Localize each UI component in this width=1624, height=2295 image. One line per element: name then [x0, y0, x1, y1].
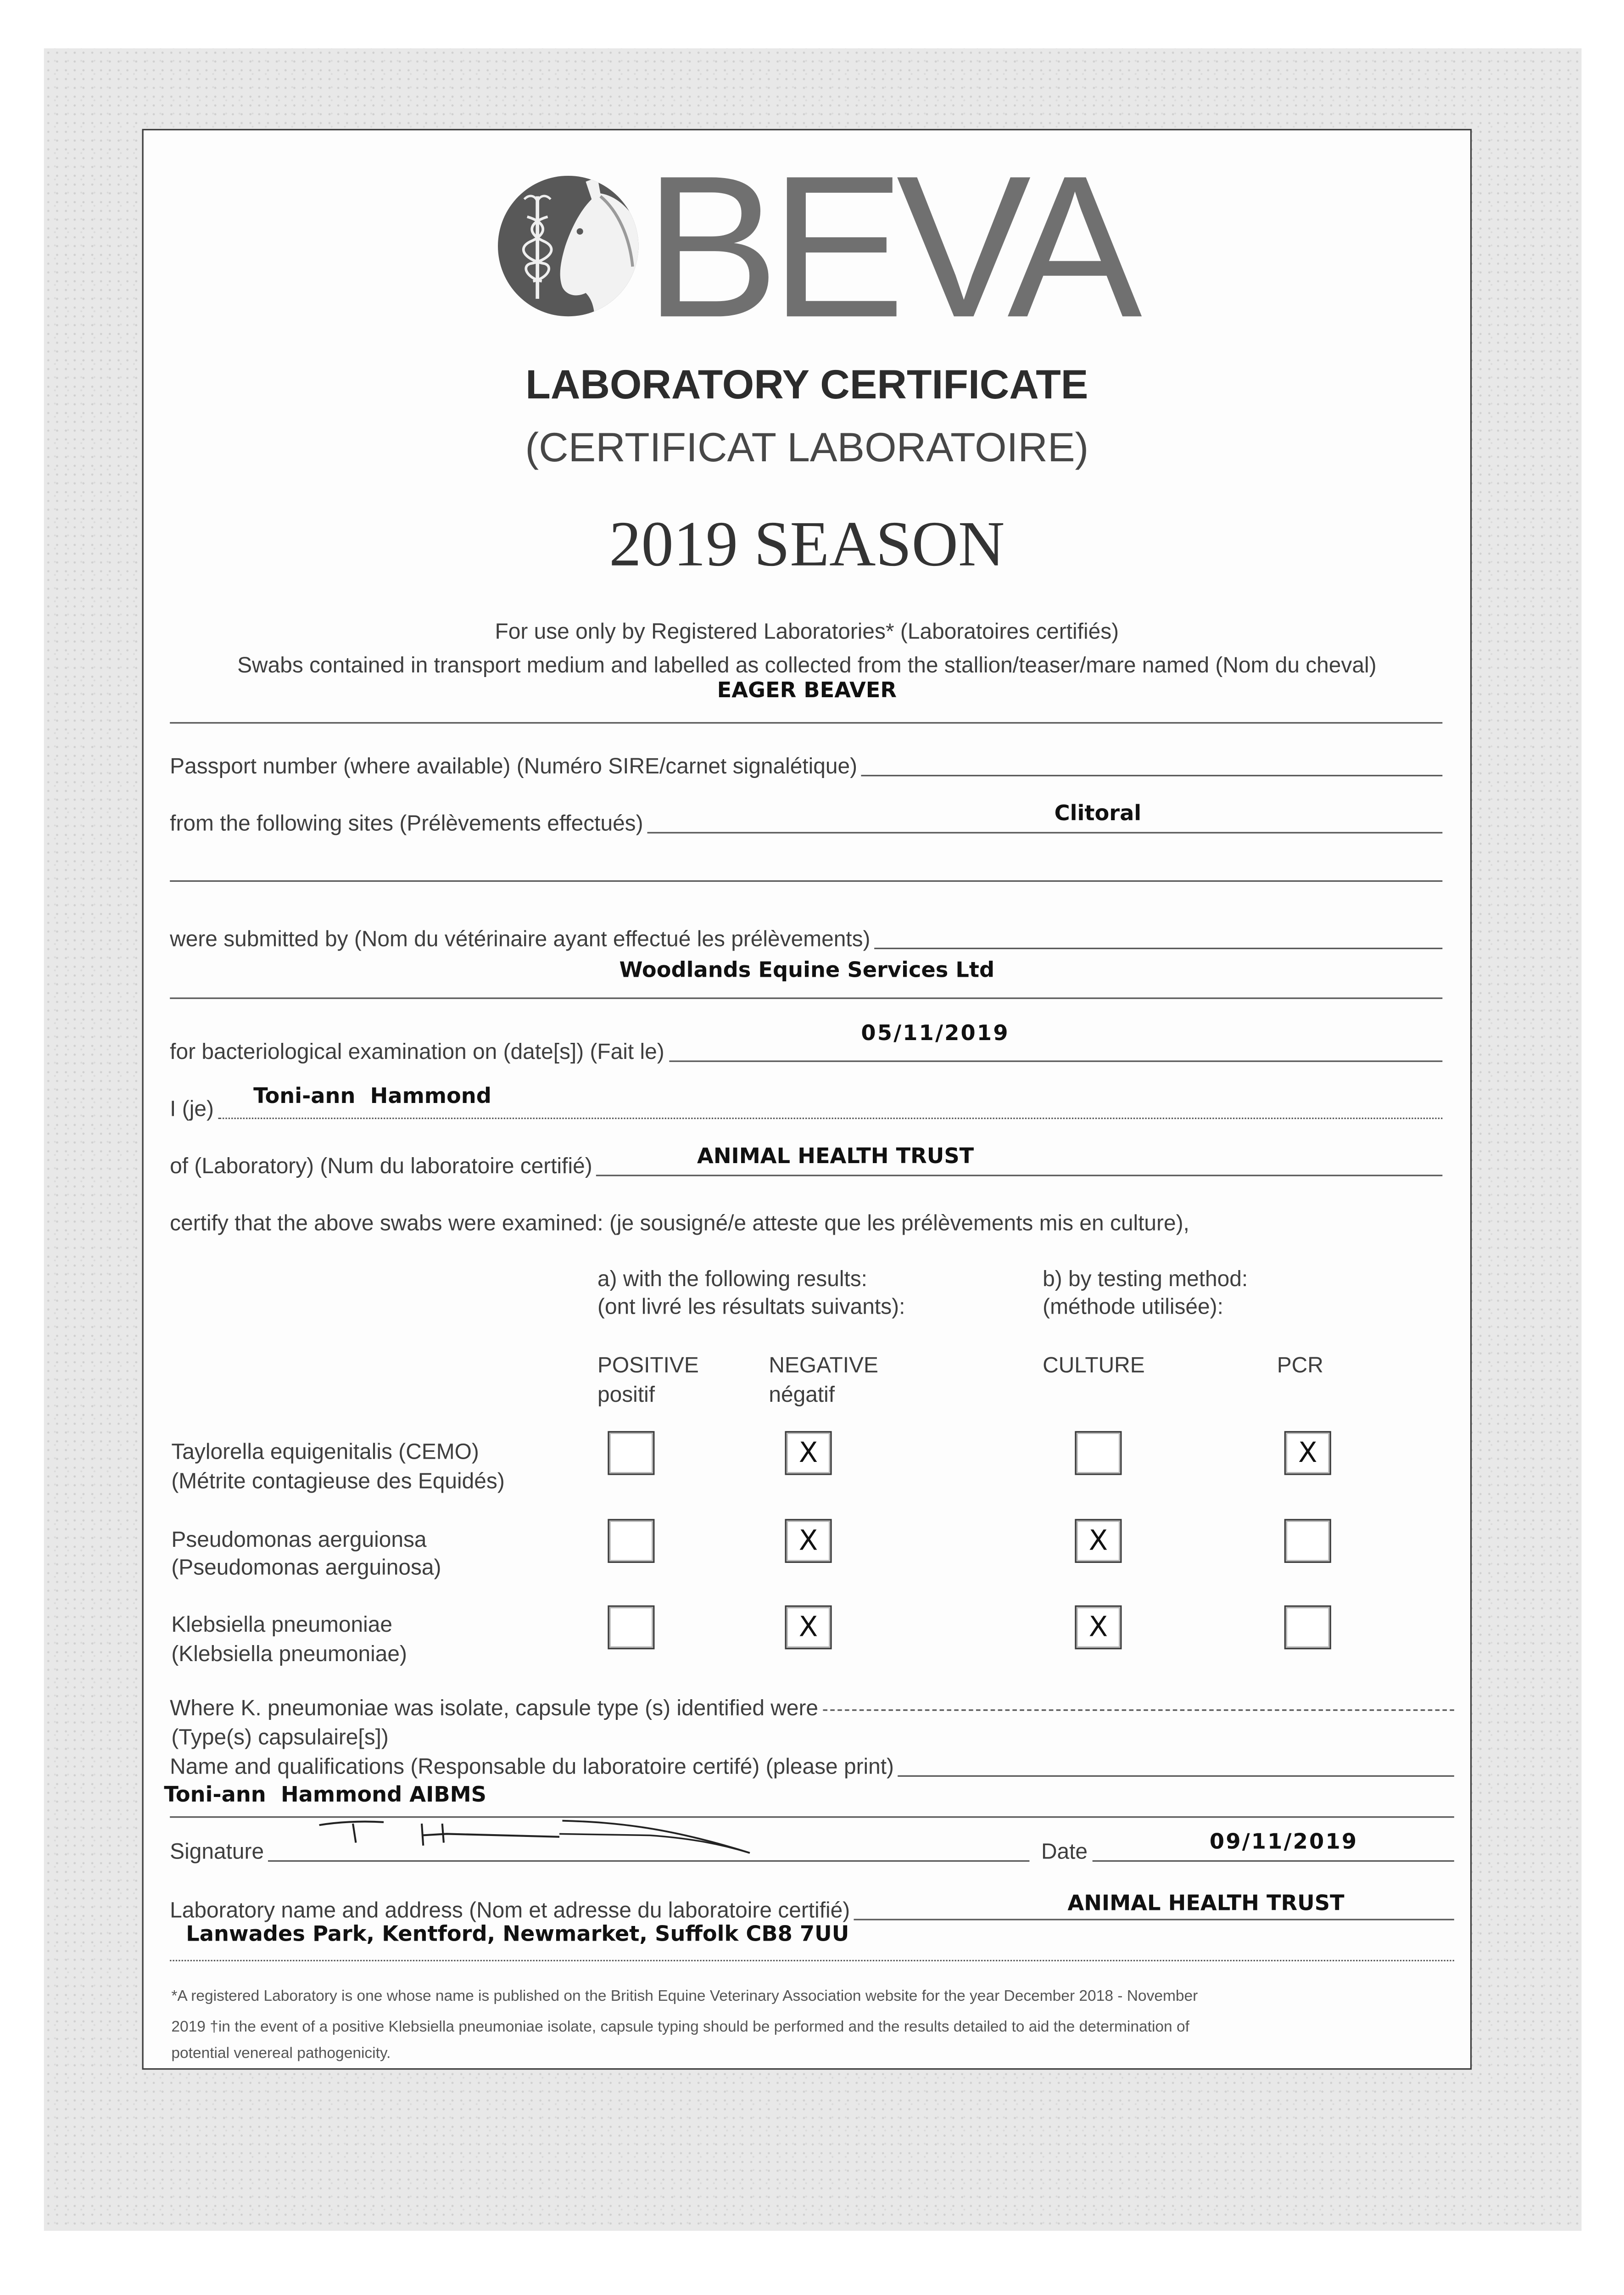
certificate-title-text: LABORATORY CERTIFICATE: [525, 362, 1088, 408]
horse-caduceus-emblem-icon: [495, 173, 642, 319]
row-1-negative-checkbox: X: [785, 1431, 832, 1475]
capsule-label-fr: (Type(s) capsulaire[s]): [171, 1725, 389, 1751]
column-negative-fr: négatif: [769, 1383, 835, 1408]
laboratory-value: ANIMAL HEALTH TRUST: [697, 1145, 974, 1169]
row-2-negative-checkbox: X: [785, 1519, 832, 1563]
submitted-line: [875, 948, 1442, 949]
exam-date-value: 05/11/2019: [861, 1022, 1010, 1046]
exam-date-label: for bacteriological examination on (date[s]) (Fait le): [170, 1040, 664, 1065]
submitted-value: Woodlands Equine Services Ltd: [619, 959, 995, 983]
method-heading: b) by testing method:: [1043, 1267, 1248, 1292]
horse-name-value: EAGER BEAVER: [717, 679, 897, 703]
column-pcr: PCR: [1277, 1353, 1323, 1378]
column-positive-fr: positif: [597, 1383, 655, 1408]
passport-label: Passport number (where available) (Numéro SIRE/carnet signalétique): [170, 754, 858, 779]
certificate-subtitle-text: (CERTIFICAT LABORATOIRE): [525, 425, 1089, 470]
lab-address-dotted-line: [170, 1960, 1454, 1961]
column-positive: POSITIVE: [597, 1353, 699, 1378]
organism-row-1-name-fr: (Métrite contagieuse des Equidés): [171, 1469, 505, 1495]
sites-row: [170, 812, 1442, 838]
use-note-text: For use only by Registered Laboratories* (Laboratoires certifiés): [495, 619, 1119, 645]
row-1-positive-checkbox: [608, 1431, 654, 1475]
row-1-culture-checkbox: [1075, 1431, 1122, 1475]
season-heading-text: 2019 SEASON: [609, 508, 1005, 580]
date-line: [1092, 1860, 1454, 1862]
sites-line: [647, 832, 1442, 834]
certificate-subtitle: [142, 425, 1472, 471]
season-heading: [142, 507, 1472, 583]
row-2-culture-checkbox: X: [1075, 1519, 1122, 1563]
organism-row-3-name-fr: (Klebsiella pneumoniae): [171, 1642, 407, 1667]
handwritten-signature: [307, 1810, 776, 1860]
lab-name-value: ANIMAL HEALTH TRUST: [1067, 1892, 1345, 1916]
signatory-value: Toni-ann Hammond AIBMS: [164, 1784, 486, 1808]
results-heading: a) with the following results:: [597, 1267, 867, 1292]
row-3-culture-checkbox: X: [1075, 1606, 1122, 1650]
row-3-negative-checkbox: X: [785, 1606, 832, 1650]
submitted-row: [170, 927, 1442, 953]
submitted-label: were submitted by (Nom du vétérinaire ayant effectué les prélèvements): [170, 927, 871, 952]
examiner-label: I (je): [170, 1097, 214, 1122]
results-heading-fr: (ont livré les résultats suivants):: [597, 1295, 905, 1320]
signatory-line: [899, 1775, 1454, 1777]
use-note: [142, 620, 1472, 646]
horse-name-label: [142, 653, 1472, 679]
column-culture: CULTURE: [1043, 1353, 1145, 1378]
beva-logo-text: BEVA: [644, 134, 1133, 361]
examiner-line: [218, 1118, 1442, 1119]
row-3-positive-checkbox: [608, 1606, 654, 1650]
lab-address-line: [854, 1919, 1454, 1920]
capsule-row: [170, 1696, 1454, 1722]
capsule-line: [823, 1709, 1454, 1711]
organism-row-3-name: Klebsiella pneumoniae: [171, 1612, 393, 1638]
submitted-value-line: [170, 997, 1442, 999]
capsule-label: Where K. pneumoniae was isolate, capsule type (s) identified were: [170, 1696, 819, 1721]
laboratory-label: of (Laboratory) (Num du laboratoire certifié): [170, 1154, 592, 1179]
date-value: 09/11/2019: [1209, 1831, 1358, 1855]
column-negative: NEGATIVE: [769, 1353, 878, 1378]
organism-row-1-name: Taylorella equigenitalis (CEMO): [171, 1439, 479, 1465]
exam-date-row: [170, 1040, 1442, 1066]
exam-date-line: [669, 1060, 1442, 1062]
sites-extra-line: [170, 880, 1442, 882]
horse-name-label-text: Swabs contained in transport medium and labelled as collected from the stallion/teaser/mare named (Nom du cheval): [237, 653, 1377, 678]
passport-line: [862, 775, 1443, 776]
date-label: Date: [1041, 1840, 1088, 1865]
signatory-label: Name and qualifications (Responsable du laboratoire certifé) (please print): [170, 1755, 894, 1780]
lab-address-label: Laboratory name and address (Nom et adresse du laboratoire certifié): [170, 1898, 850, 1924]
footnote-line-2: 2019 †in the event of a positive Klebsiella pneumoniae isolate, capsule typing should be performed and the results detailed to aid the determination of: [171, 2018, 1189, 2036]
row-2-positive-checkbox: [608, 1519, 654, 1563]
row-1-pcr-checkbox: X: [1284, 1431, 1331, 1475]
method-heading-fr: (méthode utilisée):: [1043, 1295, 1223, 1320]
certificate-title: [142, 362, 1472, 409]
signature-label: Signature: [170, 1840, 264, 1865]
sites-label: from the following sites (Prélèvements effectués): [170, 811, 643, 837]
footnote-line-1: *A registered Laboratory is one whose name is published on the British Equine Veterinary Association website for the year December 2018 - November: [171, 1987, 1198, 2005]
row-2-pcr-checkbox: [1284, 1519, 1331, 1563]
lab-address-value: Lanwades Park, Kentford, Newmarket, Suffolk CB8 7UU: [186, 1923, 849, 1947]
organism-row-2-name: Pseudomonas aerguionsa: [171, 1528, 427, 1553]
horse-name-line: [170, 722, 1442, 723]
footnote-line-3: potential venereal pathogenicity.: [171, 2044, 391, 2063]
row-3-pcr-checkbox: [1284, 1606, 1331, 1650]
passport-row: [170, 754, 1442, 780]
signatory-row: [170, 1755, 1454, 1781]
sites-value: Clitoral: [1054, 802, 1142, 826]
laboratory-line: [597, 1175, 1442, 1176]
examiner-value: Toni-ann Hammond: [253, 1085, 491, 1109]
signature-line: [268, 1860, 1030, 1862]
organism-row-2-name-fr: (Pseudomonas aerguinosa): [171, 1556, 441, 1581]
certify-statement: certify that the above swabs were examined: (je sousigné/e atteste que les prélèvements mis en culture),: [170, 1211, 1189, 1237]
